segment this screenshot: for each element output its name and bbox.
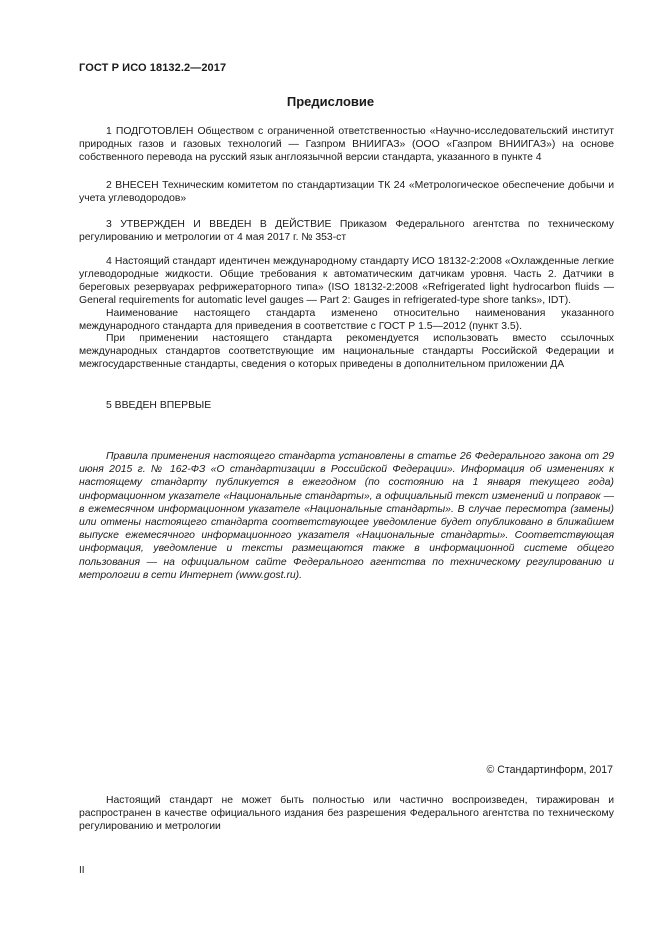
reproduction-notice: Настоящий стандарт не может быть полностью или частично воспроизведен, тиражирован и распространен в качестве официального издания без разрешения Федерального агентства по техническому регулированию и метрологии — [79, 795, 614, 832]
section-4-paragraph-2: Наименование настоящего стандарта изменено относительно наименования указанного международного стандарта для приведения в соответствие с ГОСТ Р 1.5—2012 (пункт 3.5). — [79, 307, 614, 332]
section-5-text: 5 ВВЕДЕН ВПЕРВЫЕ — [106, 400, 212, 411]
section-4 — [79, 256, 614, 372]
usage-rules-notice: Правила применения настоящего стандарта установлены в статье 26 Федерального закона от 29 июня 2015 г. № 162-ФЗ «О стандартизации в Российской Федерации». Информация об изменениях к настоящему стандарту публикуется в ежегодном (по состоянию на 1 января текущего года) информационном указателе «Национальные стандарты», а официальный текст изменений и поправок — в ежемесячном информационном указателе «Национальные стандарты». В случае пересмотра (замены) или отмены настоящего стандарта соответствующее уведомление будет опубликовано в ближайшем выпуске ежемесячного информационного указателя «Национальные стандарты». Соответствующая информация, уведомление и тексты размещаются также в информационной системе общего пользования — на официальном сайте Федерального агентства по техническому регулированию и метрологии в сети Интернет (www.gost.ru). — [79, 451, 614, 581]
page-title: Предисловие — [286, 94, 375, 109]
section-4-paragraph-3: При применении настоящего стандарта рекомендуется использовать вместо ссылочных международных стандартов соответствующие им национальные стандарты Российской Федерации и межгосударственные стандарты, сведения о которых приведены в дополнительном приложении ДА — [79, 333, 614, 371]
section-2-text: 2 ВНЕСЕН Техническим комитетом по стандартизации ТК 24 «Метрологическое обеспечение добычи и учета углеводородов» — [79, 180, 614, 204]
section-2 — [79, 180, 614, 206]
section-1 — [79, 126, 614, 165]
section-3 — [79, 219, 614, 245]
copyright: © Стандартинформ, 2017 — [486, 764, 613, 776]
section-1-text: 1 ПОДГОТОВЛЕН Обществом с ограниченной ответственностью «Научно-исследовательский институт природных газов и газовых технологий — Газпром ВНИИГАЗ» (ООО «Газпром ВНИИГАЗ») на основе собственного перевода на русский язык англоязычной версии стандарта, указанного в пункте 4 — [79, 126, 614, 163]
section-5 — [79, 400, 614, 413]
section-4-paragraph-1: 4 Настоящий стандарт идентичен международному стандарту ИСО 18132-2:2008 «Охлажденные легкие углеводородные жидкости. Общие требования к автоматическим датчикам уровня. Часть 2. Датчики в береговых резервуарах рефрижераторного типа» (ISO 18132-2:2008 «Refrigerated light hydrocarbon fluids — General requirements for automatic level gauges — Part 2: Gauges in refrigerated-type shore tanks», IDT). — [79, 256, 614, 306]
page-number: II — [79, 865, 85, 876]
document-code: ГОСТ Р ИСО 18132.2—2017 — [79, 62, 227, 74]
section-3-text: 3 УТВЕРЖДЕН И ВВЕДЕН В ДЕЙСТВИЕ Приказом Федерального агентства по техническому регулированию и метрологии от 4 мая 2017 г. № 353-ст — [79, 219, 614, 243]
